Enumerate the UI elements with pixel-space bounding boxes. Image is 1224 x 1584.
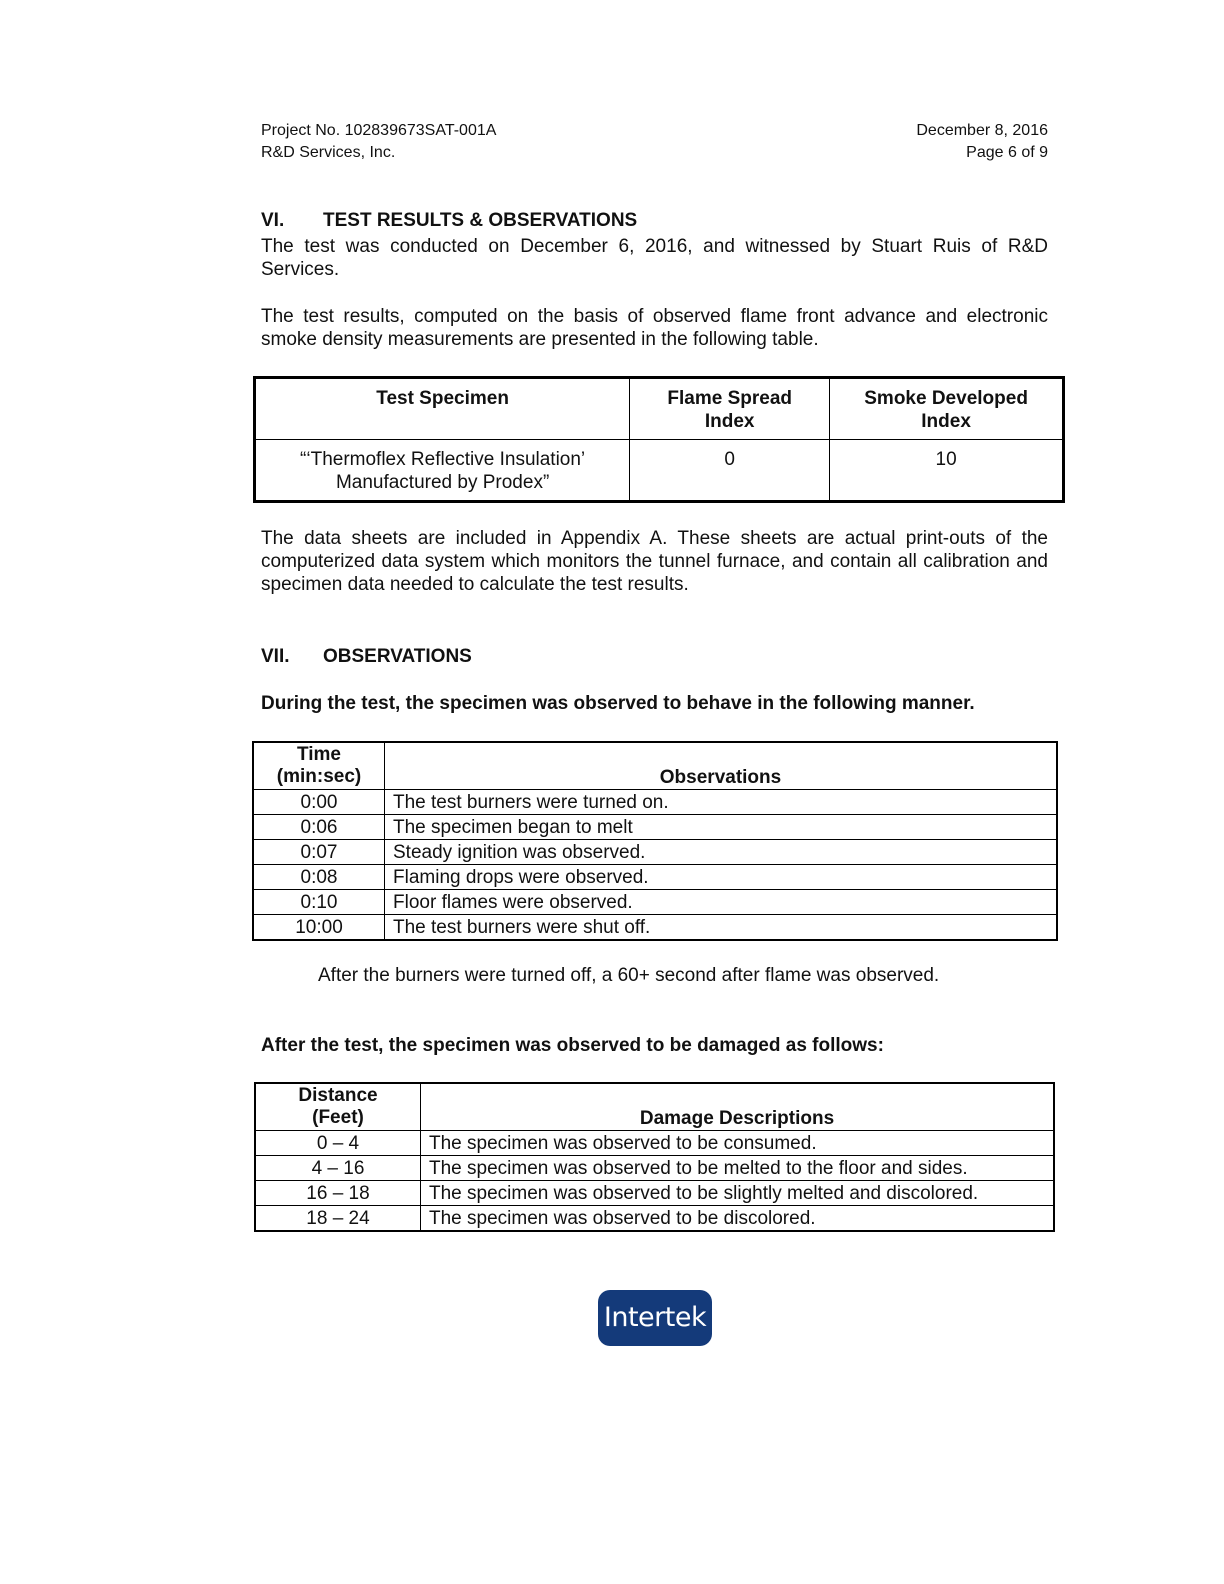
- results-row: [255, 440, 1064, 502]
- section-7-title: OBSERVATIONS: [323, 646, 472, 667]
- specimen-name: [255, 440, 630, 502]
- table-row: [253, 890, 1057, 915]
- time-cell: 0:08: [253, 865, 385, 890]
- distance-cell: 18 – 24: [255, 1206, 421, 1232]
- damage-description-cell: The specimen was observed to be melted to the floor and sides.: [421, 1156, 1055, 1181]
- observations-table: [252, 741, 1058, 941]
- observation-cell: Steady ignition was observed.: [385, 840, 1058, 865]
- time-cell: 0:00: [253, 790, 385, 815]
- header-right: [800, 120, 1048, 164]
- section-6-number: VI.: [261, 210, 285, 231]
- observations-header-row: [253, 742, 1057, 790]
- time-cell: 0:06: [253, 815, 385, 840]
- table-row: [255, 1206, 1054, 1232]
- page-number: Page 6 of 9: [966, 144, 1048, 161]
- section-7-heading: [261, 646, 472, 668]
- results-table: [253, 376, 1065, 503]
- header-test-specimen: Test Specimen: [255, 378, 630, 440]
- table-row: [253, 815, 1057, 840]
- company-name: R&D Services, Inc.: [261, 144, 396, 161]
- header-distance: [255, 1083, 421, 1131]
- report-date: December 8, 2016: [916, 122, 1048, 139]
- table-row: [253, 915, 1057, 941]
- observation-cell: The test burners were shut off.: [385, 915, 1058, 941]
- section-6-heading: [261, 210, 637, 232]
- header-distance-line-2: (Feet): [312, 1107, 364, 1128]
- header-time-line-1: Time: [296, 744, 341, 765]
- flame-spread-value: 0: [630, 440, 830, 502]
- table-row: [255, 1156, 1054, 1181]
- header-time: [253, 742, 385, 790]
- time-cell: 0:10: [253, 890, 385, 915]
- section-7-number: VII.: [261, 646, 290, 667]
- section-6-title: TEST RESULTS & OBSERVATIONS: [323, 210, 638, 231]
- time-cell: 0:07: [253, 840, 385, 865]
- observation-cell: The specimen began to melt: [385, 815, 1058, 840]
- section-6-paragraph-1: The test was conducted on December 6, 2016, and witnessed by Stuart Ruis of R&D Services.: [261, 236, 1048, 280]
- during-test-heading: During the test, the specimen was observed to behave in the following manner.: [261, 693, 975, 714]
- header-observations: Observations: [385, 742, 1058, 790]
- observation-cell: Floor flames were observed.: [385, 890, 1058, 915]
- distance-cell: 16 – 18: [255, 1181, 421, 1206]
- table-row: [253, 865, 1057, 890]
- damage-description-cell: The specimen was observed to be discolored.: [421, 1206, 1055, 1232]
- smoke-developed-value: 10: [830, 440, 1064, 502]
- header-smoke-developed: Smoke Developed Index: [830, 378, 1064, 440]
- table-row: [253, 790, 1057, 815]
- results-header-row: [255, 378, 1064, 440]
- damage-description-cell: The specimen was observed to be slightly melted and discolored.: [421, 1181, 1055, 1206]
- damage-table: [254, 1082, 1055, 1232]
- header-flame-spread: Flame Spread Index: [630, 378, 830, 440]
- header-damage-descriptions: Damage Descriptions: [421, 1083, 1055, 1131]
- project-number: Project No. 102839673SAT-001A: [261, 122, 497, 139]
- header-distance-line-1: Distance: [298, 1085, 378, 1106]
- header-time-line-2: (min:sec): [276, 766, 362, 787]
- damage-header-row: [255, 1083, 1054, 1131]
- time-cell: 10:00: [253, 915, 385, 941]
- specimen-name-line-2: Manufactured by Prodex”: [335, 472, 550, 493]
- table-row: [255, 1131, 1054, 1156]
- table-row: [253, 840, 1057, 865]
- specimen-name-line-1: “‘Thermoflex Reflective Insulation’: [300, 449, 586, 470]
- observation-cell: The test burners were turned on.: [385, 790, 1058, 815]
- intertek-logo: Intertek: [598, 1290, 712, 1346]
- damage-description-cell: The specimen was observed to be consumed.: [421, 1131, 1055, 1156]
- distance-cell: 4 – 16: [255, 1156, 421, 1181]
- observation-cell: Flaming drops were observed.: [385, 865, 1058, 890]
- header-left: [261, 120, 496, 164]
- data-sheets-paragraph: The data sheets are included in Appendix A. These sheets are actual print-outs of the computerized data system which monitors the tunnel furnace, and contain all calibration and specimen data needed to calculate the test results.: [261, 528, 1048, 595]
- distance-cell: 0 – 4: [255, 1131, 421, 1156]
- after-flame-note: After the burners were turned off, a 60+ second after flame was observed.: [318, 965, 940, 986]
- section-6-paragraph-2: The test results, computed on the basis of observed flame front advance and electronic smoke density measurements are presented in the following table.: [261, 306, 1048, 350]
- table-row: [255, 1181, 1054, 1206]
- after-test-heading: After the test, the specimen was observed to be damaged as follows:: [261, 1035, 884, 1056]
